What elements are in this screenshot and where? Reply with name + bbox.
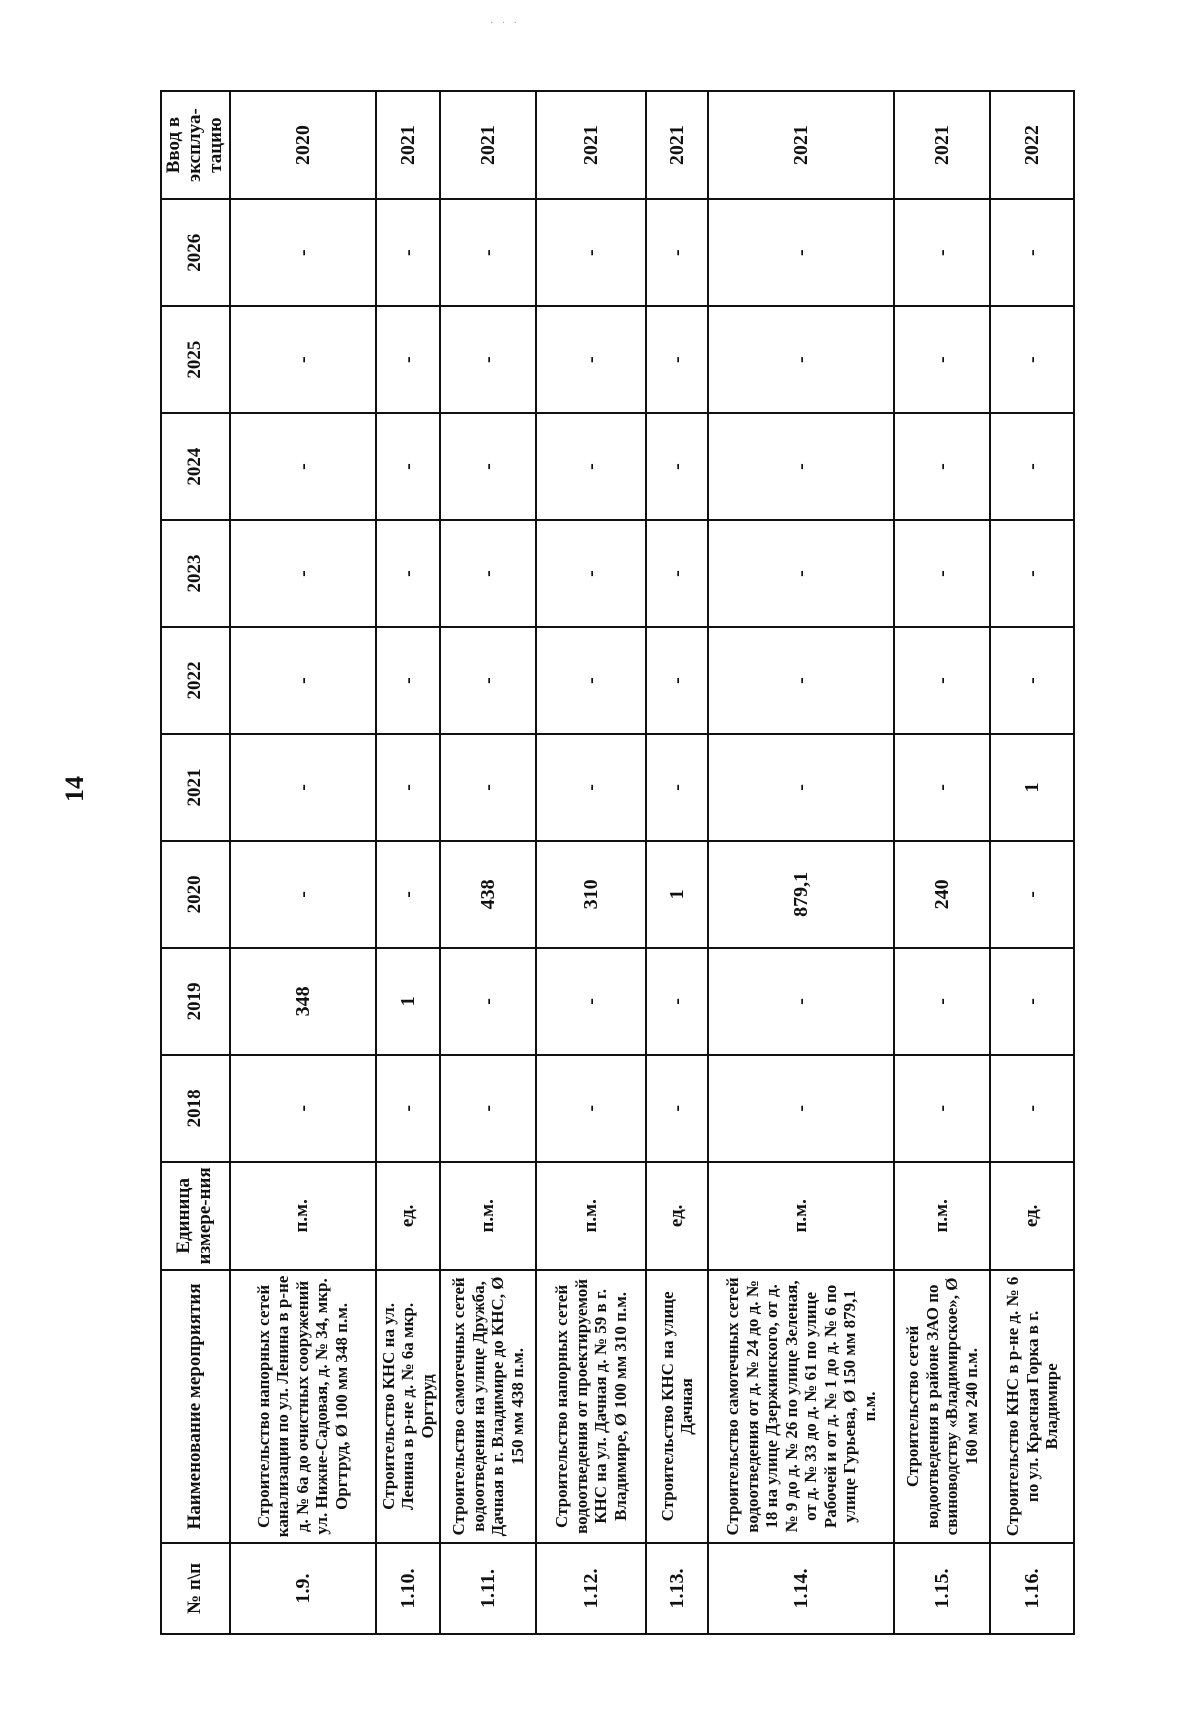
row-year-value: - bbox=[536, 627, 646, 734]
row-year-value: - bbox=[376, 841, 441, 948]
row-name: Строительство самотечных сетей водоотведения на улице Дружба, Дачная в г. Владимире до КНС, Ø 150 мм 438 п.м. bbox=[440, 1270, 536, 1543]
row-num: 1.10. bbox=[376, 1543, 441, 1634]
row-year-value: - bbox=[708, 1055, 894, 1162]
table-header-row bbox=[161, 91, 230, 1634]
row-year-value: - bbox=[894, 413, 990, 520]
row-unit: п.м. bbox=[440, 1162, 536, 1270]
row-year-value: - bbox=[230, 627, 376, 734]
row-year-value: - bbox=[376, 199, 441, 306]
scan-dots: · · · bbox=[490, 18, 520, 29]
row-year-value: - bbox=[646, 520, 708, 627]
row-year-value: - bbox=[990, 627, 1074, 734]
row-year-value: - bbox=[536, 948, 646, 1055]
row-year-value: 879,1 bbox=[708, 841, 894, 948]
rotated-table-wrapper bbox=[160, 90, 1062, 1635]
row-name: Строительство КНС на улице Дачная bbox=[646, 1270, 708, 1543]
row-unit: ед. bbox=[376, 1162, 441, 1270]
row-year-value: - bbox=[376, 734, 441, 841]
row-year-value: - bbox=[230, 841, 376, 948]
row-year-value: - bbox=[440, 306, 536, 413]
row-commission: 2021 bbox=[708, 91, 894, 199]
row-year-value: - bbox=[376, 520, 441, 627]
row-year-value: - bbox=[990, 413, 1074, 520]
row-year-value: 438 bbox=[440, 841, 536, 948]
row-unit: ед. bbox=[646, 1162, 708, 1270]
row-year-value: - bbox=[230, 734, 376, 841]
row-name: Строительство напорных сетей канализации по ул. Ленина в р-не д. № 6а до очистных сооружений ул. Нижне-Садовая, д. № 34, мкр. Оргтруд, Ø 100 мм 348 п.м. bbox=[230, 1270, 376, 1543]
table-row bbox=[894, 91, 990, 1634]
table-row bbox=[440, 91, 536, 1634]
row-unit: п.м. bbox=[536, 1162, 646, 1270]
header-year: 2024 bbox=[161, 413, 230, 520]
row-unit: п.м. bbox=[894, 1162, 990, 1270]
table-row bbox=[990, 91, 1074, 1634]
row-year-value: - bbox=[708, 520, 894, 627]
row-year-value: - bbox=[646, 627, 708, 734]
row-year-value: - bbox=[708, 413, 894, 520]
row-name: Строительство напорных сетей водоотведения от проектируемой КНС на ул. Дачная д. № 59 в г. Владимире, Ø 100 мм 310 п.м. bbox=[536, 1270, 646, 1543]
row-year-value: - bbox=[440, 734, 536, 841]
row-year-value: - bbox=[708, 306, 894, 413]
row-year-value: - bbox=[894, 734, 990, 841]
row-year-value: - bbox=[646, 1055, 708, 1162]
table-body bbox=[230, 91, 1075, 1634]
row-unit: п.м. bbox=[708, 1162, 894, 1270]
header-unit: Единица измере-ния bbox=[161, 1162, 230, 1270]
row-year-value: 348 bbox=[230, 948, 376, 1055]
row-year-value: - bbox=[990, 306, 1074, 413]
row-commission: 2021 bbox=[536, 91, 646, 199]
row-year-value: - bbox=[894, 520, 990, 627]
header-year: 2026 bbox=[161, 199, 230, 306]
row-year-value: - bbox=[440, 199, 536, 306]
row-year-value: 1 bbox=[990, 734, 1074, 841]
row-num: 1.15. bbox=[894, 1543, 990, 1634]
row-year-value: - bbox=[646, 413, 708, 520]
row-year-value: - bbox=[230, 1055, 376, 1162]
row-name: Строительство КНС на ул. Ленина в р-не д. № 6а мкр. Оргтруд bbox=[376, 1270, 441, 1543]
row-year-value: - bbox=[376, 627, 441, 734]
row-year-value: - bbox=[376, 306, 441, 413]
measures-table bbox=[160, 90, 1075, 1635]
page-number: 14 bbox=[60, 776, 89, 802]
row-year-value: - bbox=[894, 948, 990, 1055]
row-year-value: - bbox=[230, 520, 376, 627]
row-year-value: - bbox=[230, 199, 376, 306]
row-year-value: - bbox=[894, 627, 990, 734]
row-year-value: - bbox=[376, 1055, 441, 1162]
row-year-value: - bbox=[440, 627, 536, 734]
header-year: 2018 bbox=[161, 1055, 230, 1162]
row-year-value: - bbox=[646, 948, 708, 1055]
row-commission: 2022 bbox=[990, 91, 1074, 199]
row-year-value: - bbox=[536, 306, 646, 413]
row-year-value: - bbox=[646, 199, 708, 306]
row-year-value: - bbox=[536, 413, 646, 520]
row-commission: 2021 bbox=[646, 91, 708, 199]
table-row bbox=[376, 91, 441, 1634]
row-year-value: - bbox=[708, 627, 894, 734]
row-unit: п.м. bbox=[230, 1162, 376, 1270]
row-year-value: - bbox=[536, 1055, 646, 1162]
header-year: 2022 bbox=[161, 627, 230, 734]
row-year-value: - bbox=[894, 1055, 990, 1162]
row-year-value: 240 bbox=[894, 841, 990, 948]
row-num: 1.14. bbox=[708, 1543, 894, 1634]
row-year-value: 1 bbox=[646, 841, 708, 948]
row-year-value: - bbox=[440, 520, 536, 627]
table-row bbox=[646, 91, 708, 1634]
row-year-value: - bbox=[536, 734, 646, 841]
row-year-value: - bbox=[894, 306, 990, 413]
row-year-value: - bbox=[646, 734, 708, 841]
row-commission: 2021 bbox=[376, 91, 441, 199]
row-year-value: 1 bbox=[376, 948, 441, 1055]
row-name: Строительство КНС в р-не д. № 6 по ул. Красная Горка в г. Владимире bbox=[990, 1270, 1074, 1543]
row-year-value: - bbox=[440, 413, 536, 520]
header-year: 2020 bbox=[161, 841, 230, 948]
row-year-value: - bbox=[230, 413, 376, 520]
row-num: 1.13. bbox=[646, 1543, 708, 1634]
table-row bbox=[230, 91, 376, 1634]
row-year-value: - bbox=[990, 199, 1074, 306]
row-num: 1.9. bbox=[230, 1543, 376, 1634]
row-year-value: - bbox=[990, 841, 1074, 948]
row-year-value: 310 bbox=[536, 841, 646, 948]
row-year-value: - bbox=[440, 1055, 536, 1162]
row-commission: 2021 bbox=[894, 91, 990, 199]
row-year-value: - bbox=[990, 520, 1074, 627]
row-year-value: - bbox=[376, 413, 441, 520]
row-year-value: - bbox=[440, 948, 536, 1055]
row-year-value: - bbox=[536, 199, 646, 306]
row-year-value: - bbox=[990, 1055, 1074, 1162]
row-commission: 2021 bbox=[440, 91, 536, 199]
table-row bbox=[708, 91, 894, 1634]
row-num: 1.12. bbox=[536, 1543, 646, 1634]
row-num: 1.16. bbox=[990, 1543, 1074, 1634]
header-year: 2021 bbox=[161, 734, 230, 841]
header-num: № п\п bbox=[161, 1543, 230, 1634]
row-year-value: - bbox=[230, 306, 376, 413]
row-year-value: - bbox=[990, 948, 1074, 1055]
row-year-value: - bbox=[708, 199, 894, 306]
row-year-value: - bbox=[646, 306, 708, 413]
row-commission: 2020 bbox=[230, 91, 376, 199]
header-name: Наименование мероприятия bbox=[161, 1270, 230, 1543]
header-year: 2025 bbox=[161, 306, 230, 413]
row-year-value: - bbox=[708, 948, 894, 1055]
row-year-value: - bbox=[894, 199, 990, 306]
header-commission: Ввод в эксплуа-тацию bbox=[161, 91, 230, 199]
row-name: Строительство сетей водоотведения в районе ЗАО по свиноводству «Владимирское», Ø 160 мм 240 п.м. bbox=[894, 1270, 990, 1543]
header-year: 2023 bbox=[161, 520, 230, 627]
row-year-value: - bbox=[536, 520, 646, 627]
row-name: Строительство самотечных сетей водоотведения от д. № 24 до д. № 18 на улице Дзержинского, от д. № 9 до д. № 26 по улице Зеленая, от д. № 33 до д. № 61 по улице Рабочей и от д. № 1 до д. № 6 по улице Гурьева, Ø 150 мм 879,1 п.м. bbox=[708, 1270, 894, 1543]
row-year-value: - bbox=[708, 734, 894, 841]
row-num: 1.11. bbox=[440, 1543, 536, 1634]
row-unit: ед. bbox=[990, 1162, 1074, 1270]
header-year: 2019 bbox=[161, 948, 230, 1055]
table-row bbox=[536, 91, 646, 1634]
